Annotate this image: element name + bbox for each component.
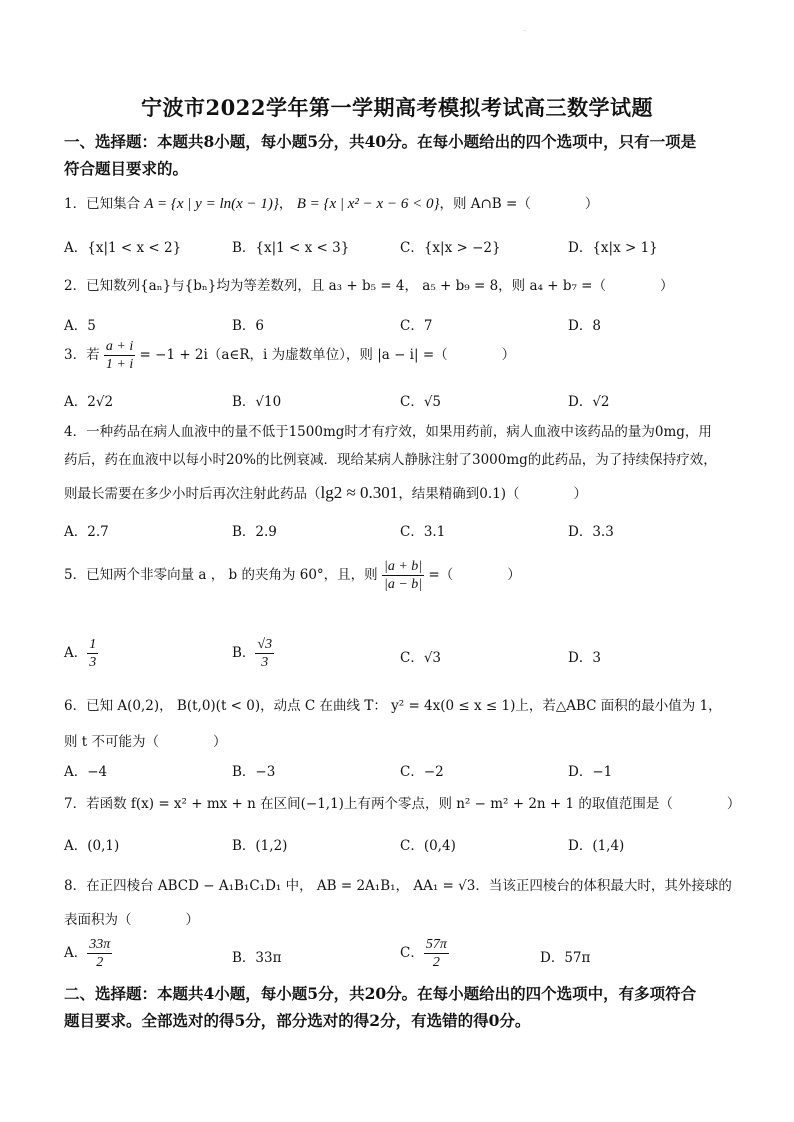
q4-option-c[interactable]: C．3.1 xyxy=(400,524,446,540)
q8-option-c[interactable] xyxy=(400,936,449,971)
q1-option-d[interactable]: D．{x|x > 1} xyxy=(568,240,658,256)
question-4-line1: 4．一种药品在病人血液中的量不低于1500mg时才有疗效，如果用药前，病人血液中该药品的量为0mg，用 xyxy=(64,424,712,440)
section-one-heading xyxy=(64,128,736,182)
q8-option-c-num: 57π xyxy=(425,937,447,952)
q4-option-d[interactable]: D．3.3 xyxy=(568,524,614,540)
q4-line3-start: 则最长需要在多少小时后再次注射此药品（ xyxy=(64,486,321,502)
q3-denominator: 1 + i xyxy=(105,357,134,372)
q2-option-c[interactable]: C．7 xyxy=(400,318,433,334)
question-6-line1: 6．已知 A(0,2)， B(t,0)(t < 0)，动点 C 在曲线 T： y² = 4x(0 ≤ x ≤ 1)上，若△ABC 面积的最小值为 1， xyxy=(64,698,722,714)
q1-sep: ， xyxy=(278,196,293,212)
q4-options xyxy=(64,520,744,548)
q8-option-c-den: 2 xyxy=(432,955,440,970)
dot-mark: · xyxy=(524,28,526,35)
q6-option-c[interactable]: C．−2 xyxy=(400,764,444,780)
q1-options xyxy=(64,236,744,264)
q7-option-c[interactable]: C．(0,4) xyxy=(400,838,456,854)
q6-option-d[interactable]: D．−1 xyxy=(568,764,613,780)
q1-option-b[interactable]: B．{x|1 < x < 3} xyxy=(232,240,350,256)
question-6-line2: 则 t 不可能为（ ） xyxy=(64,734,227,750)
q8-option-b[interactable]: B．33π xyxy=(232,950,282,966)
q5-option-b-fraction xyxy=(255,636,274,671)
q8-option-a-fraction xyxy=(87,936,112,971)
q4-line3-end: ，结果精确到0.1)（ ） xyxy=(398,486,588,502)
section-two-line1: 二、选择题：本题共4小题，每小题5分，共20分。在每小题给出的四个选项中，有多项符合 xyxy=(64,984,697,1003)
q5-option-b-den: 3 xyxy=(261,655,269,670)
q8-option-d[interactable]: D．57π xyxy=(540,950,591,966)
q5-tail: =（ ） xyxy=(428,567,521,583)
q5-option-a-den: 3 xyxy=(89,655,97,670)
q2-option-d[interactable]: D．8 xyxy=(568,318,601,334)
q8-option-a[interactable] xyxy=(64,936,112,971)
q5-option-b-num: √3 xyxy=(257,637,273,652)
q1-tail: ，则 A∩B =（ ） xyxy=(439,196,599,212)
exam-title: 宁波市2022学年第一学期高考模拟考试高三数学试题 xyxy=(141,95,653,120)
q8-option-a-den: 2 xyxy=(96,955,104,970)
q5-fraction xyxy=(382,558,424,593)
q5-option-a-fraction xyxy=(87,636,98,671)
q6-option-a[interactable]: A．−4 xyxy=(64,764,108,780)
question-8-line2: 表面积为（ ） xyxy=(64,912,199,928)
q8-option-a-num: 33π xyxy=(89,937,111,952)
q3-options xyxy=(64,390,744,418)
q4-log-value: lg2 ≈ 0.301 xyxy=(320,483,399,502)
q5-option-a-num: 1 xyxy=(89,637,97,652)
question-8-line1: 8．在正四棱台 ABCD − A₁B₁C₁D₁ 中， AB = 2A₁B₁， AA₁ = √3．当该正四棱台的体积最大时，其外接球的 xyxy=(64,878,732,894)
q3-option-a[interactable]: A．2√2 xyxy=(64,394,114,410)
q8-option-c-label: C． xyxy=(400,945,424,961)
q1-set-a: A = {x | y = ln(x − 1)} xyxy=(144,196,279,212)
question-4-line2: 药后，药在血液中以每小时20%的比例衰减．现给某病人静脉注射了3000mg的此药品，为了持续保持疗效， xyxy=(64,452,717,468)
q1-set-b: B = {x | x² − x − 6 < 0} xyxy=(296,196,440,212)
q2-option-a[interactable]: A．5 xyxy=(64,318,96,334)
question-7: 7．若函数 f(x) = x² + mx + n 在区间(−1,1)上有两个零点，则 n² − m² + 2n + 1 的取值范围是（ ） xyxy=(64,796,741,812)
q4-option-a[interactable]: A．2.7 xyxy=(64,524,109,540)
q3-stem: 3．若 xyxy=(64,347,100,363)
q2-option-b[interactable]: B．6 xyxy=(232,318,265,334)
q8-option-c-fraction xyxy=(424,936,449,971)
q3-fraction xyxy=(104,338,135,373)
q5-option-b-label: B． xyxy=(232,645,256,661)
q5-option-a[interactable] xyxy=(64,636,98,671)
q8-options xyxy=(64,936,744,980)
q5-option-b[interactable] xyxy=(232,636,274,671)
question-2: 2．已知数列{aₙ}与{bₙ}均为等差数列，且 a₃ + b₅ = 4， a₅ + b₉ = 8，则 a₄ + b₇ =（ ） xyxy=(64,278,674,294)
q5-option-a-label: A． xyxy=(64,645,88,661)
q5-option-c[interactable]: C．√3 xyxy=(400,650,442,666)
q7-option-d[interactable]: D．(1,4) xyxy=(568,838,625,854)
q3-tail: = −1 + 2i（a∈R，i 为虚数单位），则 |a − i| =（ ） xyxy=(139,347,516,363)
q5-option-d[interactable]: D．3 xyxy=(568,650,601,666)
section-one-line2: 符合题目要求的。 xyxy=(64,159,189,178)
question-4-line3 xyxy=(64,483,744,504)
q5-numerator: |a + b| xyxy=(383,559,423,574)
q6-option-b[interactable]: B．−3 xyxy=(232,764,276,780)
q3-numerator: a + i xyxy=(105,339,134,354)
q7-option-a[interactable]: A．(0,1) xyxy=(64,838,120,854)
q3-option-d[interactable]: D．√2 xyxy=(568,394,610,410)
section-one-line1: 一、选择题：本题共8小题，每小题5分，共40分。在每小题给出的四个选项中，只有一项是 xyxy=(64,132,697,151)
q5-stem: 5．已知两个非零向量 a ， b 的夹角为 60°，且，则 xyxy=(64,567,378,583)
section-two-line2: 题目要求。全部选对的得5分，部分选对的得2分，有选错的得0分。 xyxy=(64,1011,531,1030)
section-two-heading xyxy=(64,980,736,1034)
q6-options xyxy=(64,760,744,788)
question-5 xyxy=(64,558,744,593)
q1-option-c[interactable]: C．{x|x > −2} xyxy=(400,240,501,256)
q5-denominator: |a − b| xyxy=(383,577,423,592)
q3-option-b[interactable]: B．√10 xyxy=(232,394,282,410)
q1-stem: 1．已知集合 xyxy=(64,196,141,212)
question-1 xyxy=(64,194,744,214)
q4-option-b[interactable]: B．2.9 xyxy=(232,524,277,540)
question-3 xyxy=(64,338,744,373)
q1-option-a[interactable]: A．{x|1 < x < 2} xyxy=(64,240,182,256)
q7-option-b[interactable]: B．(1,2) xyxy=(232,838,288,854)
q8-option-a-label: A． xyxy=(64,945,88,961)
q3-option-c[interactable]: C．√5 xyxy=(400,394,442,410)
q5-options xyxy=(64,636,744,680)
q7-options xyxy=(64,834,744,862)
